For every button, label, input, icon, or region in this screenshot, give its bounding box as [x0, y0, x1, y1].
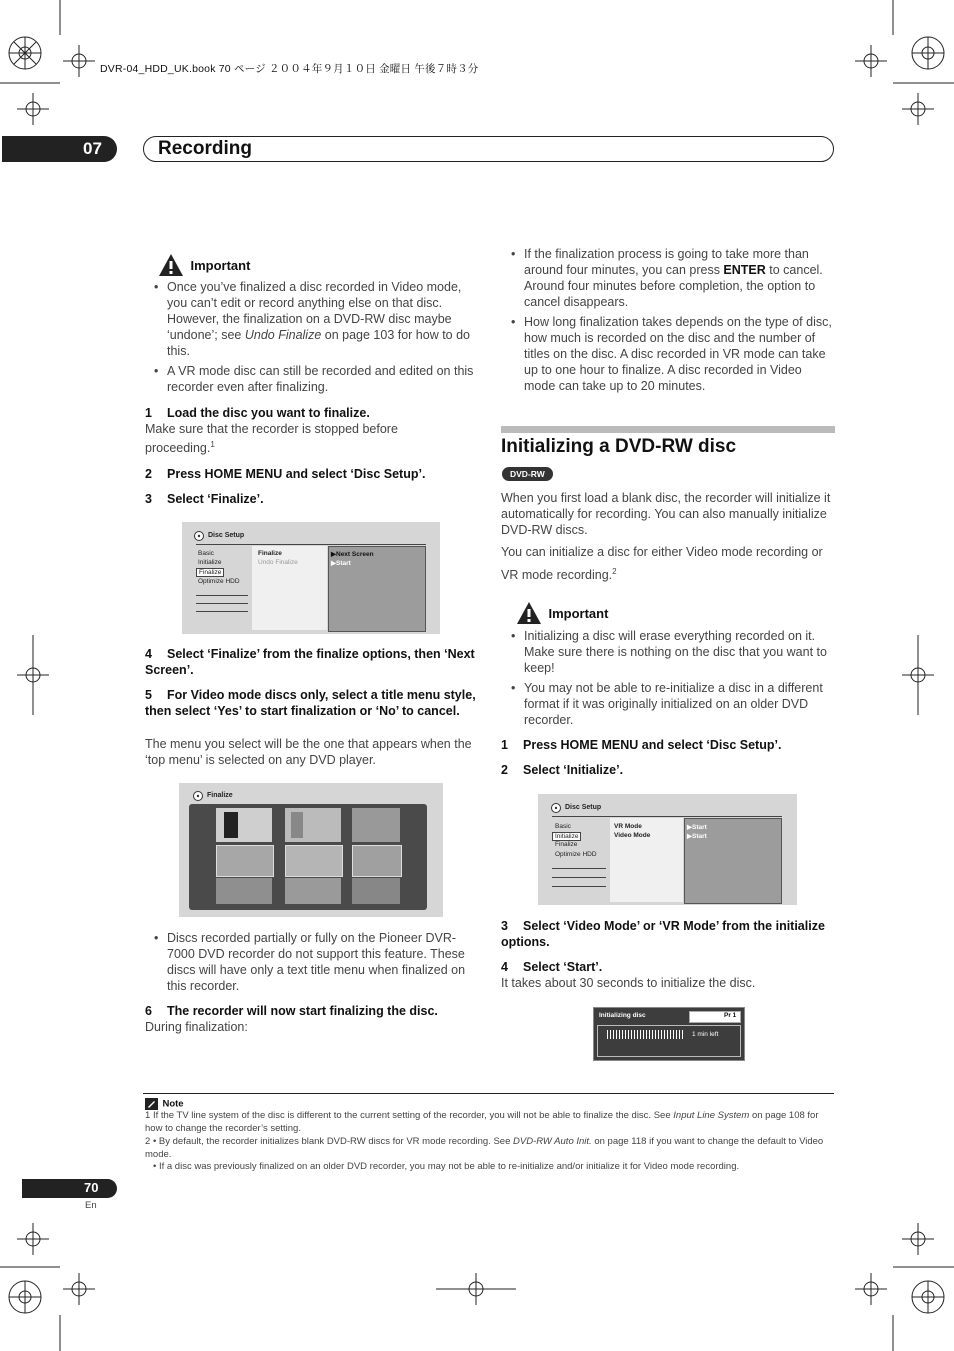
style-thumb-4[interactable]	[216, 845, 274, 877]
menu-item-optimize-hdd: Optimize HDD	[555, 851, 597, 858]
step-5-left: 5 For Video mode discs only, select a title menu style, then select ‘Yes’ to start finalization or ‘No’ to cancel.	[145, 688, 476, 718]
disc-icon	[551, 803, 561, 813]
step-1-right: 1 Press HOME MENU and select ‘Disc Setup’.	[501, 738, 782, 752]
time-remaining: 1 min left	[692, 1031, 719, 1038]
step-3-left: 3 Select ‘Finalize’.	[145, 492, 264, 506]
step-3-right: 3 Select ‘Video Mode’ or ‘VR Mode’ from the initialize options.	[501, 919, 825, 949]
footnote-1: 1 If the TV line system of the disc is different to the current setting of the recorder, you will not be able to finalize the disc. See Input Line System on page 108 for how to change the recorder’s setting.	[145, 1110, 819, 1134]
screen-title: Disc Setup	[565, 804, 602, 811]
section-rule	[501, 426, 835, 433]
disc-icon	[194, 531, 204, 541]
option-start: Start	[336, 560, 351, 567]
step-4-left: 4 Select ‘Finalize’ from the finalize options, then ‘Next Screen’.	[145, 647, 475, 677]
dvd-rw-badge: DVD-RW	[502, 467, 553, 481]
menu-item-finalize: Finalize	[555, 841, 578, 848]
init-para-2: You can initialize a disc for either Video mode recording or VR mode recording.$^2$	[501, 545, 823, 583]
screen-title: Disc Setup	[208, 532, 245, 539]
menu-item-initialize: Initialize	[552, 832, 581, 841]
list-item: • If the finalization process is going to take more than around four minutes, you can press ENTER to cancel. Around four minutes before completion, the option to cancel disappears.	[502, 246, 836, 310]
menu-item-initialize: Initialize	[198, 559, 222, 566]
option-finalize: Finalize	[258, 550, 282, 557]
important-label: Important	[548, 605, 609, 621]
section-heading: Initializing a DVD-RW disc	[501, 436, 737, 457]
option-start-video: Start	[692, 833, 707, 840]
step-6-left: 6 The recorder will now start finalizing the disc.	[145, 1004, 438, 1018]
step-6-body: During finalization:	[145, 1020, 248, 1034]
menu-item-optimize-hdd: Optimize HDD	[198, 578, 240, 585]
channel-label: Pr 1	[724, 1012, 737, 1019]
note-icon	[145, 1098, 158, 1110]
style-thumb-9[interactable]	[352, 878, 400, 904]
style-thumb-6[interactable]	[352, 845, 402, 877]
disc-icon	[193, 791, 203, 801]
step-2-right: 2 Select ‘Initialize’.	[501, 763, 624, 777]
screen-title: Finalize	[207, 792, 233, 799]
important-block-right	[516, 601, 608, 625]
footnote-2: 2 • By default, the recorder initializes blank DVD-RW discs for VR mode recording. See DVD-RW Auto Init. on page 118 if you want to change the default to Video mode.	[145, 1136, 824, 1160]
step-5-body: The menu you select will be the one that appears when the ‘top menu’ is selected on any DVD player.	[145, 737, 472, 767]
option-start-vr: Start	[692, 824, 707, 831]
option-vr-mode: VR Mode	[614, 823, 642, 830]
page-number: 70	[84, 1180, 99, 1195]
footnote-3: • If a disc was previously finalized on an older DVD recorder, you may not be able to re-initialize and/or initialize it for Video mode recording.	[153, 1161, 740, 1172]
finalization-bullets	[502, 246, 836, 398]
option-next-screen: Next Screen	[336, 551, 374, 558]
style-thumb-1[interactable]	[216, 808, 272, 842]
progress-bar	[607, 1030, 683, 1039]
style-thumb-7[interactable]	[216, 878, 272, 904]
menu-item-basic: Basic	[198, 550, 214, 557]
style-thumb-2[interactable]	[285, 808, 341, 842]
option-video-mode: Video Mode	[614, 832, 651, 839]
step-4-body: It takes about 30 seconds to initialize the disc.	[501, 976, 756, 990]
progress-label: Initializing disc	[599, 1012, 646, 1019]
step-1-left: 1 Load the disc you want to finalize.	[145, 406, 370, 420]
menu-item-basic: Basic	[555, 823, 571, 830]
print-header: DVR-04_HDD_UK.book 70 ページ ２００４年９月１０日 金曜日 午後７時３分	[100, 63, 479, 75]
important-bullets-right	[502, 628, 836, 732]
important-block-left	[158, 253, 250, 277]
style-thumb-5[interactable]	[285, 845, 343, 877]
menu-item-finalize: Finalize	[196, 568, 224, 577]
initializing-progress-osd	[593, 1007, 745, 1061]
disc-setup-initialize-screen: Disc Setup Basic Initialize Finalize Optimize HDD VR Mode Video Mode ▶Start ▶Start	[538, 794, 797, 905]
list-item: • How long finalization takes depends on the type of disc, how much is recorded on the disc and the number of titles on the disc. A disc recorded in VR mode can take up to one hour to finalize. A disc recorded in Video mode can take up to 20 minutes.	[502, 314, 836, 394]
option-undo-finalize: Undo Finalize	[258, 559, 298, 566]
warning-icon	[158, 253, 184, 277]
list-item: • Discs recorded partially or fully on the Pioneer DVR-7000 DVD recorder do not support this feature. These discs will have only a text title menu when finalized on this recorder.	[145, 930, 481, 994]
language-code: En	[85, 1200, 97, 1211]
note-rule	[143, 1093, 834, 1094]
dvr7000-note	[145, 930, 481, 998]
chapter-number: 07	[83, 139, 102, 158]
important-bullets-left	[145, 279, 481, 399]
finalize-menu-style-screen	[179, 783, 443, 917]
list-item: • Initializing a disc will erase everything recorded on it. Make sure there is nothing on the disc that you want to keep!	[502, 628, 836, 676]
disc-setup-finalize-screen: Disc Setup Basic Initialize Finalize Optimize HDD Finalize Undo Finalize ▶Next Screen ▶Start	[182, 522, 440, 634]
style-thumb-3[interactable]	[352, 808, 400, 842]
list-item: • Once you’ve finalized a disc recorded in Video mode, you can’t edit or record anything else on that disc. However, the finalization on a DVD-RW disc maybe ‘undone’; see Undo Finalize on page 103 for how to do this.	[145, 279, 481, 359]
list-item: • You may not be able to re-initialize a disc in a different format if it was originally initialized on an older DVD recorder.	[502, 680, 836, 728]
important-label: Important	[190, 257, 251, 273]
step-1-body: Make sure that the recorder is stopped before proceeding.$^1$	[145, 422, 398, 456]
step-4-right: 4 Select ‘Start’.	[501, 960, 603, 974]
step-2-left: 2 Press HOME MENU and select ‘Disc Setup’.	[145, 467, 426, 481]
page-tab	[22, 1179, 117, 1198]
style-thumb-8[interactable]	[285, 878, 341, 904]
init-para-1: When you first load a blank disc, the recorder will initialize it automatically for recording. You can also manually initialize DVD-RW discs.	[501, 491, 831, 537]
warning-icon	[516, 601, 542, 625]
chapter-title: Recording	[158, 138, 252, 159]
list-item: • A VR mode disc can still be recorded and edited on this recorder even after finalizing.	[145, 363, 481, 395]
note-label: Note	[162, 1098, 184, 1110]
